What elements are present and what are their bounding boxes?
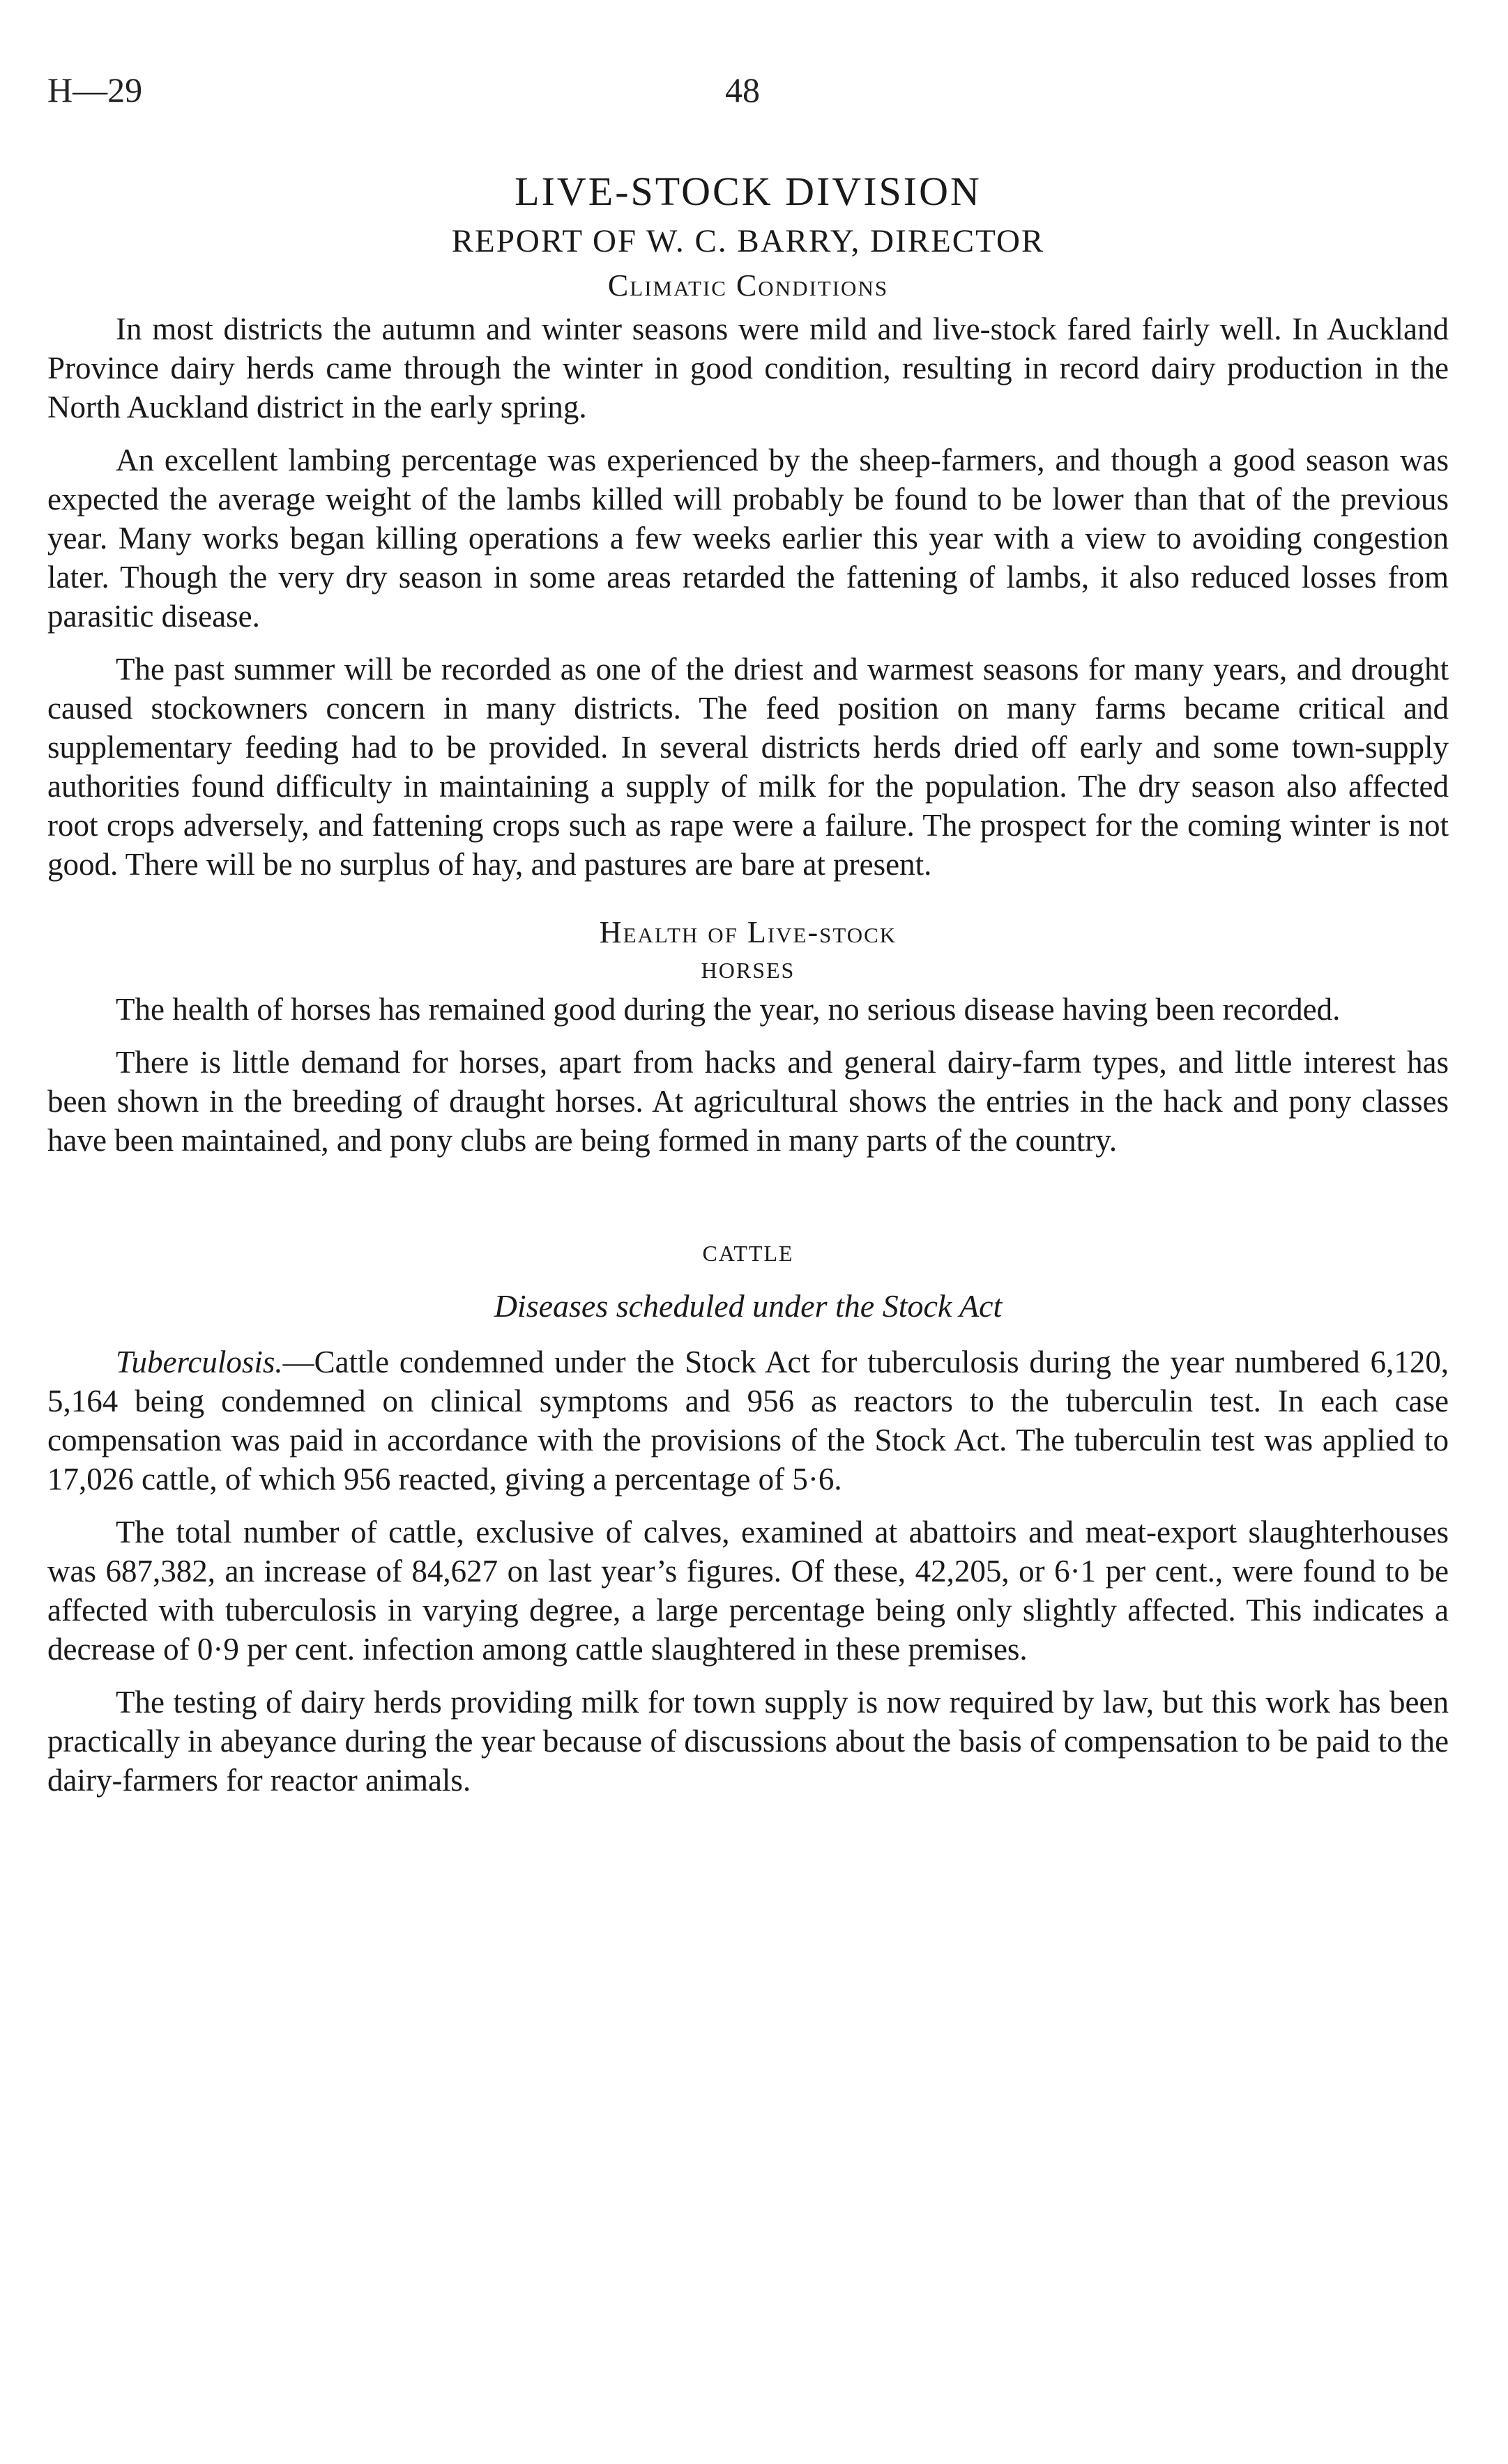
climatic-section-body: [47, 309, 1449, 884]
subheading-horses: HORSES: [701, 958, 795, 983]
paragraph: An excellent lambing percentage was experienced by the sheep-farmers, and though a good season was expected the average weight of the lambs killed will probably be found to be lower than that of the previous year. Many works began killing operations a few weeks earlier this year with a view to avoiding congestion later. Though the very dry season in some areas retarded the fattening of lambs, it also reduced losses from parasitic disease.: [47, 443, 1449, 634]
section-heading-health: Health of Live-stock: [599, 915, 897, 949]
report-subtitle: REPORT OF W. C. BARRY, DIRECTOR: [451, 223, 1045, 259]
document-page: [47, 70, 1449, 2440]
cattle-section-body: [47, 1342, 1449, 1800]
tuberculosis-text: —Cattle condemned under the Stock Act for tuberculosis during the year numbered 6,120, 5,164 being condemned on clinical symptoms and 956 as reactors to the tuberculin test. In each case compensation was paid in accordance with the provisions of the Stock Act. The tuberculin test was applied to 17,026 cattle, of which 956 reacted, giving a percentage of 5·6.: [47, 1345, 1449, 1497]
italic-heading-diseases: Diseases scheduled under the Stock Act: [494, 1288, 1003, 1324]
paragraph: The testing of dairy herds providing milk for town supply is now required by law, but this work has been practically in abeyance during the year because of discussions about the basis of compensation to be paid to the dairy-farmers for reactor animals.: [47, 1685, 1449, 1798]
section-heading-climatic: Climatic Conditions: [607, 268, 889, 303]
horses-section-body: [47, 990, 1449, 1160]
paragraph: The past summer will be recorded as one of the driest and warmest seasons for many years, and drought caused stockowners concern in many districts. The feed position on many farms became critical and supplementary feeding had to be provided. In several districts herds dried off early and some town-supply authorities found difficulty in maintaining a supply of milk for the population. The dry season also affected root crops adversely, and fattening crops such as rape were a failure. The prospect for the coming winter is not good. There will be no surplus of hay, and pastures are bare at present.: [47, 652, 1449, 882]
tuberculosis-paragraph: [47, 1342, 1449, 1499]
paragraph: In most districts the autumn and winter seasons were mild and live-stock fared fairly well. In Auckland Province dairy herds came through the winter in good condition, resulting in record dairy production in the North Auckland district in the early spring.: [47, 312, 1449, 424]
document-reference: H—29: [47, 70, 143, 109]
paragraph: The total number of cattle, exclusive of calves, examined at abattoirs and meat-export slaughterhouses was 687,382, an increase of 84,627 on last year’s figures. Of these, 42,205, or 6·1 per cent., were found to be affected with tuberculosis in varying degree, a large percentage being only slightly affected. This indicates a decrease of 0·9 per cent. infection among cattle slaughtered in these premises.: [47, 1515, 1449, 1667]
paragraph: There is little demand for horses, apart from hacks and general dairy-farm types, and little interest has been shown in the breeding of draught horses. At agricultural shows the entries in the hack and pony classes have been maintained, and pony clubs are being formed in many parts of the country.: [47, 1045, 1449, 1158]
subheading-cattle: CATTLE: [702, 1241, 794, 1266]
tuberculosis-lead: Tuberculosis.: [116, 1345, 283, 1379]
division-title: LIVE-STOCK DIVISION: [515, 169, 982, 214]
page-number: 48: [725, 70, 760, 109]
paragraph: The health of horses has remained good during the year, no serious disease having been recorded.: [116, 992, 1341, 1027]
running-header: [47, 70, 1449, 125]
